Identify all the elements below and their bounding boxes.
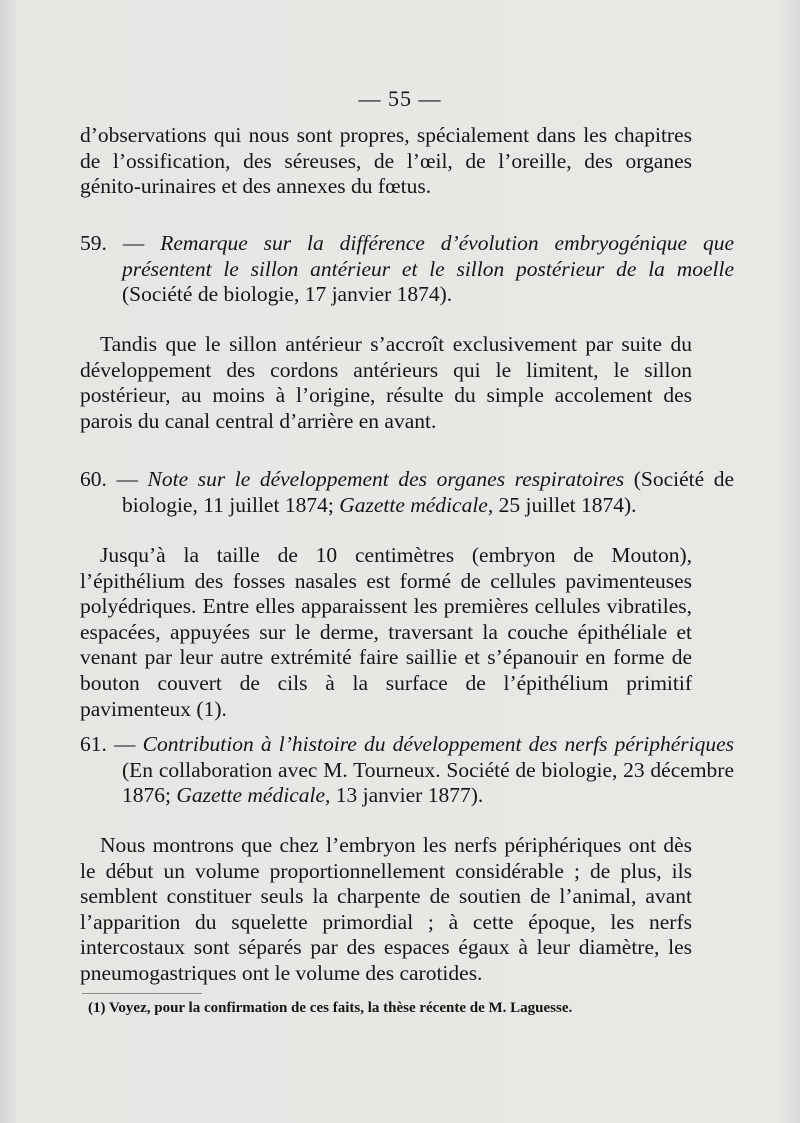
entry-59-number: 59. — <box>80 231 145 255</box>
entry-60-title: Note sur le développement des organes respiratoires <box>147 467 625 491</box>
entry-59-title: Remarque sur la différence d’évolution embryogénique que présentent le sillon antérieur et le sillon postérieur de la moelle <box>122 231 735 281</box>
footnote-divider <box>82 993 202 994</box>
entry-59-body: Tandis que le sillon antérieur s’accroît exclusivement par suite du développement des cordons antérieurs qui le limitent, le sillon postérieur, au moins à l’origine, résulte du simple accolement des parois du canal central d’arrière en avant. <box>80 332 692 433</box>
entry-60-source-a: (Société de biologie, 11 juillet 1874; <box>122 467 735 517</box>
entry-60-heading <box>80 467 734 518</box>
entry-61-body: Nous montrons que chez l’embryon les nerfs périphériques ont dès le début un volume proportionnellement considérable ; de plus, ils semblent constituer seuls la charpente de soutien de l’animal, avant l’apparition du squelette primordial ; à cette époque, les nerfs intercostaux sont séparés par des espaces égaux à leur diamètre, les pneumogastriques ont le volume des carotides. <box>80 833 692 985</box>
entry-60-source-b: 25 juillet 1874). <box>498 492 637 517</box>
entry-60-number: 60. — <box>80 467 138 491</box>
entry-59-heading <box>80 231 734 308</box>
footnote: (1) Voyez, pour la confirmation de ces faits, la thèse récente de M. Laguesse. <box>88 1000 573 1016</box>
entry-60-body: Jusqu’à la taille de 10 centimètres (embryon de Mouton), l’épithélium des fosses nasales est formé de cellules pavimenteuses polyédriques. Entre elles apparaissent les premières cellules vibratiles, espacées, appuyées sur le derme, traversant la couche épithéliale et venant par leur autre extrémité faire saillie et s’épanouir en forme de bouton couvert de cils à la surface de l’épithélium primitif pavimenteux (1). <box>80 543 692 721</box>
entry-61-title: Contribution à l’histoire du développement des nerfs périphériques <box>142 732 735 756</box>
entry-59-source: (Société de biologie, 17 janvier 1874). <box>122 282 453 307</box>
entry-61-heading <box>80 732 734 809</box>
page-number: — 55 — <box>358 86 442 111</box>
entry-61-number: 61. — <box>80 732 136 756</box>
entry-60-journal: Gazette médicale, <box>339 492 494 517</box>
entry-61-source-a: (En collaboration avec M. Tourneux. Société de biologie, 23 décembre 1876; <box>122 757 734 808</box>
entry-61-journal: Gazette médicale, <box>176 783 331 808</box>
continuation-paragraph: d’observations qui nous sont propres, spécialement dans les chapitres de l’ossification, des séreuses, de l’œil, de l’oreille, des organes génito-urinaires et des annexes du fœtus. <box>80 123 692 199</box>
entry-61-source-b: 13 janvier 1877). <box>335 783 484 808</box>
